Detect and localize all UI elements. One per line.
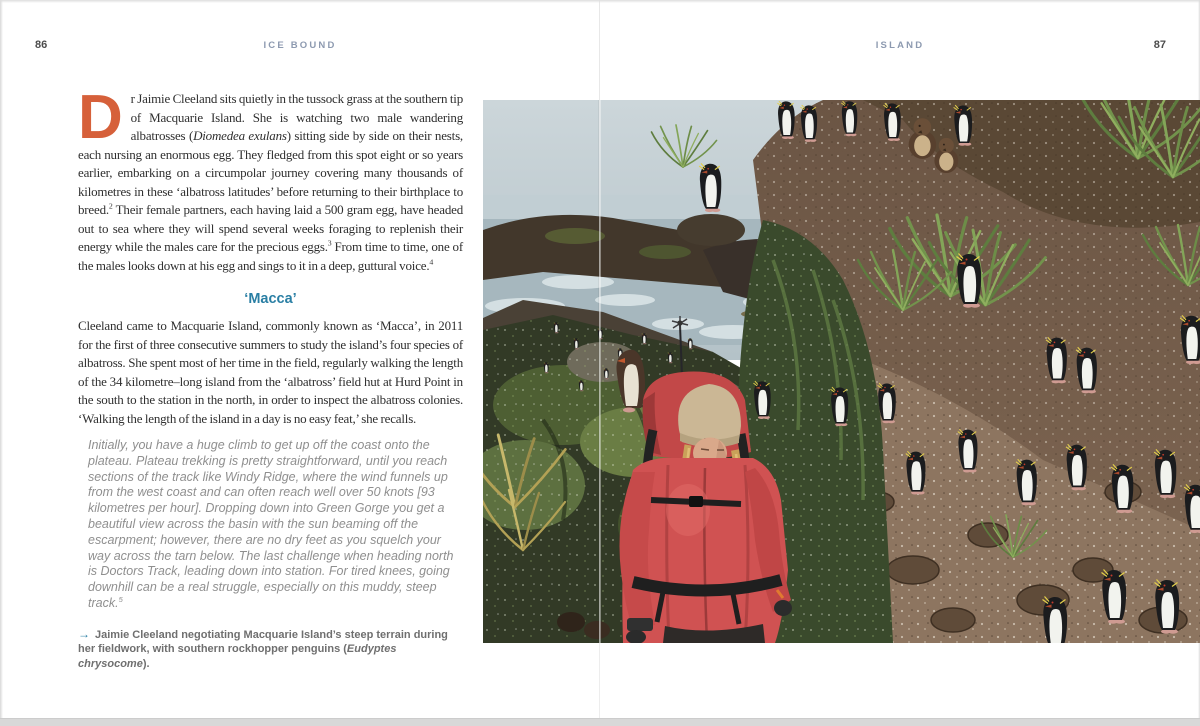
article-text-column <box>78 83 463 671</box>
page-number-right: 87 <box>1153 39 1166 51</box>
page-edge-left <box>0 0 3 726</box>
gutter-fold-bottom <box>599 643 600 719</box>
running-header-right: ISLAND <box>875 40 925 51</box>
page-edge-bottom <box>0 718 1200 726</box>
page-edge-top <box>0 0 1200 3</box>
paragraph-1-text: r Jaimie Cleeland sits quietly in the tussock grass at the southern tip of Macquarie Island. She is watching two male wandering albatrosses (Diomedea exulans) sitting side by side on their nests, each nursing an enormous egg. They fledged from this spot eight or so years earlier, embarking on a circumpolar journey covering many thousands of kilometres in these ‘albatross latitudes’ before returning to their birthplace to breed.$^2$ Their female partners, each having laid a 500 gram egg, have headed out to sea where they will spend several weeks foraging to replenish their energy while the males care for the precious eggs.$^3$ From time to time, one of the males looks down at his egg and sings to it in a deep, guttural voice.$^4$ <box>78 91 463 273</box>
field-photo <box>483 100 1200 643</box>
paragraph-1 <box>78 83 463 275</box>
gutter-fold-photo <box>599 100 600 643</box>
photo-macquarie-island <box>483 100 1200 643</box>
drop-cap: D <box>78 83 123 152</box>
running-header-left: ICE BOUND <box>263 40 337 51</box>
paragraph-2: Cleeland came to Macquarie Island, commonly known as ‘Macca’, in 2011 for the first of three consecutive summers to study the island’s four species of albatross. She spent most of her time in the field, regularly walking the length of the 34 kilometre–long island from the ‘albatross’ field hut at Hurd Point in the south to the station in the north, in order to inspect the albatross colonies. ‘Walking the length of the island in a day is no easy feat,’ she recalls. <box>78 318 463 426</box>
block-quote: Initially, you have a huge climb to get up off the coast onto the plateau. Plateau trekking is pretty straightforward, until you reach sections of the track like Windy Ridge, where the wind funnels up from the west coast and can often reach well over 50 knots [93 kilometres per hour]. Dropping down into Green Gorge you get a beautiful view across the basin with the sun beaming off the escarpment; however, there are no dry feet as you squelch your way across the tarn below. The last challenge when heading north is Doctors Track, leading down into station. For tired knees, going downhill can be a real struggle, especially on this muddy, steep track.$^5$ <box>88 438 454 610</box>
gutter-fold <box>599 0 600 100</box>
section-heading-macca: ‘Macca’ <box>244 291 297 307</box>
page-number-left: 86 <box>35 39 48 51</box>
caption-arrow-icon: → <box>78 626 90 641</box>
caption-text: Jaimie Cleeland negotiating Macquarie Island’s steep terrain during her fieldwork, with southern rockhopper penguins (Eudyptes chrysocome). <box>78 628 448 670</box>
photo-caption <box>78 627 468 672</box>
